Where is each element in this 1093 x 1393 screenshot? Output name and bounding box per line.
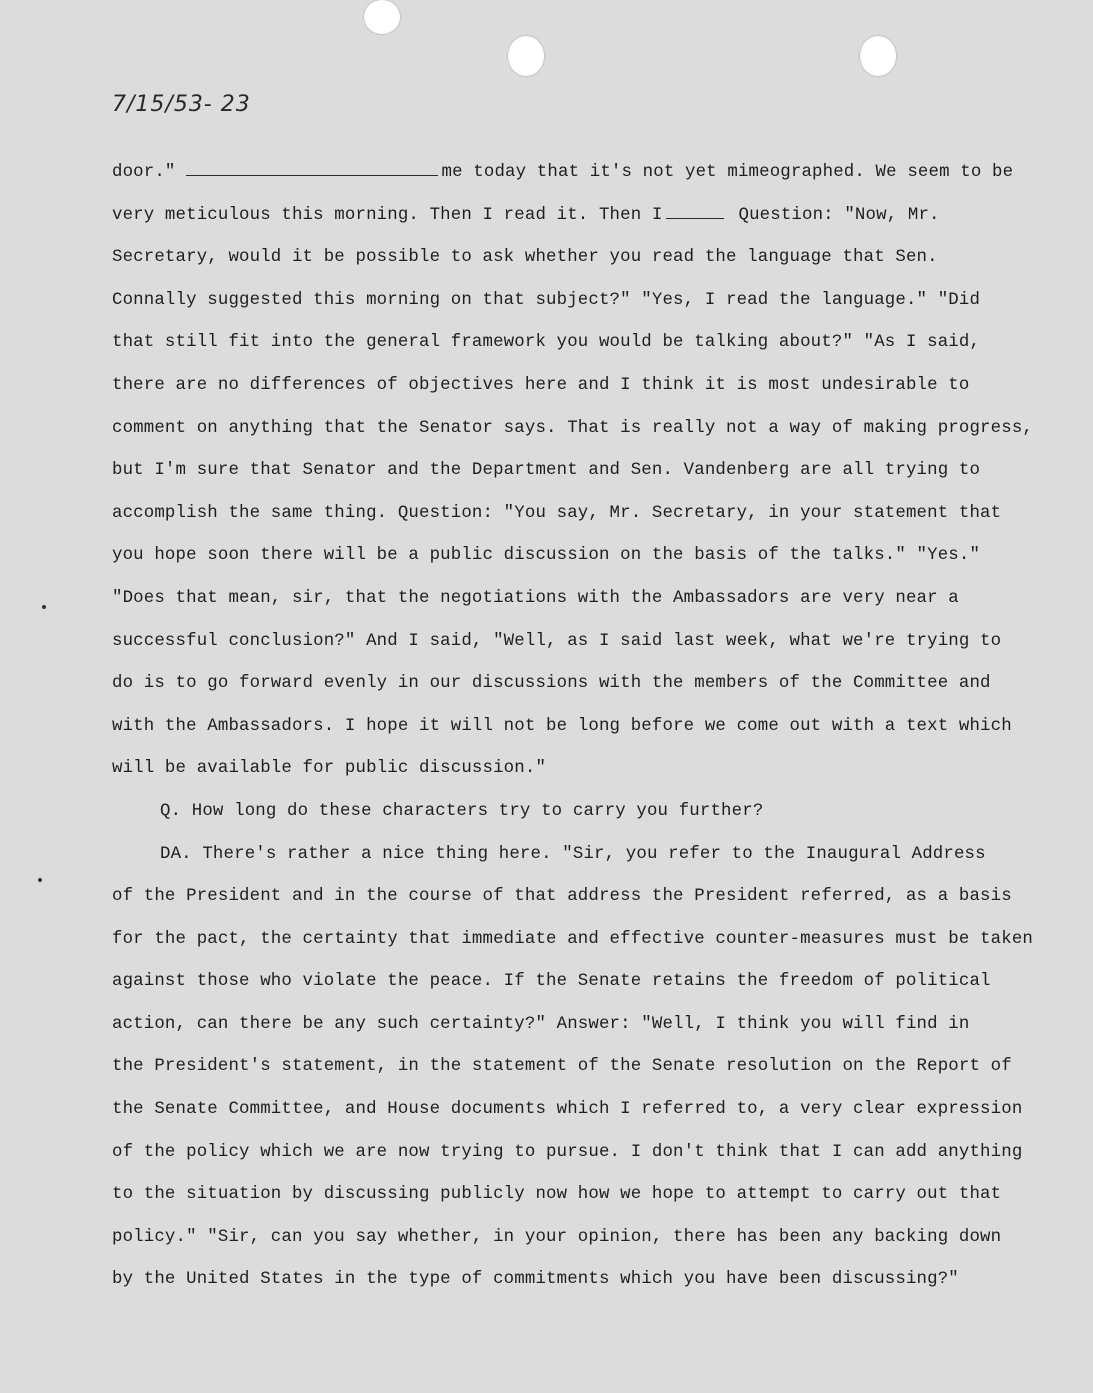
paper-speck: [38, 878, 42, 882]
text-line: but I'm sure that Senator and the Department and Sen. Vandenberg are all trying to: [112, 461, 981, 481]
text-line: against those who violate the peace. If the Senate retains the freedom of political: [112, 972, 991, 992]
paper-speck: [42, 605, 46, 609]
text-line: Connally suggested this morning on that subject?" "Yes, I read the language." "Did: [112, 290, 981, 310]
text-line: with the Ambassadors. I hope it will not be long before we come out with a text which: [112, 716, 1012, 736]
text-line: policy." "Sir, can you say whether, in your opinion, there has been any backing down: [112, 1227, 1002, 1247]
question-line: Q. How long do these characters try to carry you further?: [160, 801, 764, 821]
text-line: that still fit into the general framework you would be talking about?" "As I said,: [112, 333, 981, 353]
text-line: will be available for public discussion.": [112, 759, 547, 779]
text-line: accomplish the same thing. Question: "You say, Mr. Secretary, in your statement that: [112, 503, 1002, 523]
text-line: of the policy which we are now trying to pursue. I don't think that I can add anything: [112, 1142, 1023, 1162]
punch-hole: [508, 36, 544, 76]
transcript-body: [112, 152, 1057, 1302]
text-line: action, can there be any such certainty?" Answer: "Well, I think you will find in: [112, 1014, 970, 1034]
blank-underline: [666, 200, 724, 219]
answer-line: DA. There's rather a nice thing here. "Sir, you refer to the Inaugural Address: [160, 844, 986, 864]
text-line: there are no differences of objectives here and I think it is most undesirable to: [112, 375, 970, 395]
blank-underline: [186, 157, 438, 176]
page-reference: 7/15/53- 23: [112, 92, 251, 117]
text-line: very meticulous this morning. Then I read it. Then I Question: "Now, Mr.: [112, 195, 1057, 238]
text-line: by the United States in the type of commitments which you have been discussing?": [112, 1270, 959, 1290]
text-line: the President's statement, in the statement of the Senate resolution on the Report of: [112, 1057, 1012, 1077]
punch-hole: [364, 0, 400, 34]
text-line: "Does that mean, sir, that the negotiations with the Ambassadors are very near a: [112, 588, 959, 608]
text-line: of the President and in the course of that address the President referred, as a basis: [112, 887, 1012, 907]
text-line: you hope soon there will be a public discussion on the basis of the talks." "Yes.": [112, 546, 981, 566]
punch-hole: [860, 36, 896, 76]
text-line: do is to go forward evenly in our discussions with the members of the Committee and: [112, 674, 991, 694]
text-line: the Senate Committee, and House documents which I referred to, a very clear expression: [112, 1100, 1023, 1120]
text-line: Secretary, would it be possible to ask whether you read the language that Sen.: [112, 248, 938, 268]
text-line: door." me today that it's not yet mimeographed. We seem to be: [112, 152, 1057, 195]
text-line: successful conclusion?" And I said, "Well, as I said last week, what we're trying to: [112, 631, 1002, 651]
text-line: comment on anything that the Senator says. That is really not a way of making progress,: [112, 418, 1033, 438]
text-line: for the pact, the certainty that immediate and effective counter-measures must be taken: [112, 929, 1033, 949]
text-line: to the situation by discussing publicly now how we hope to attempt to carry out that: [112, 1185, 1002, 1205]
